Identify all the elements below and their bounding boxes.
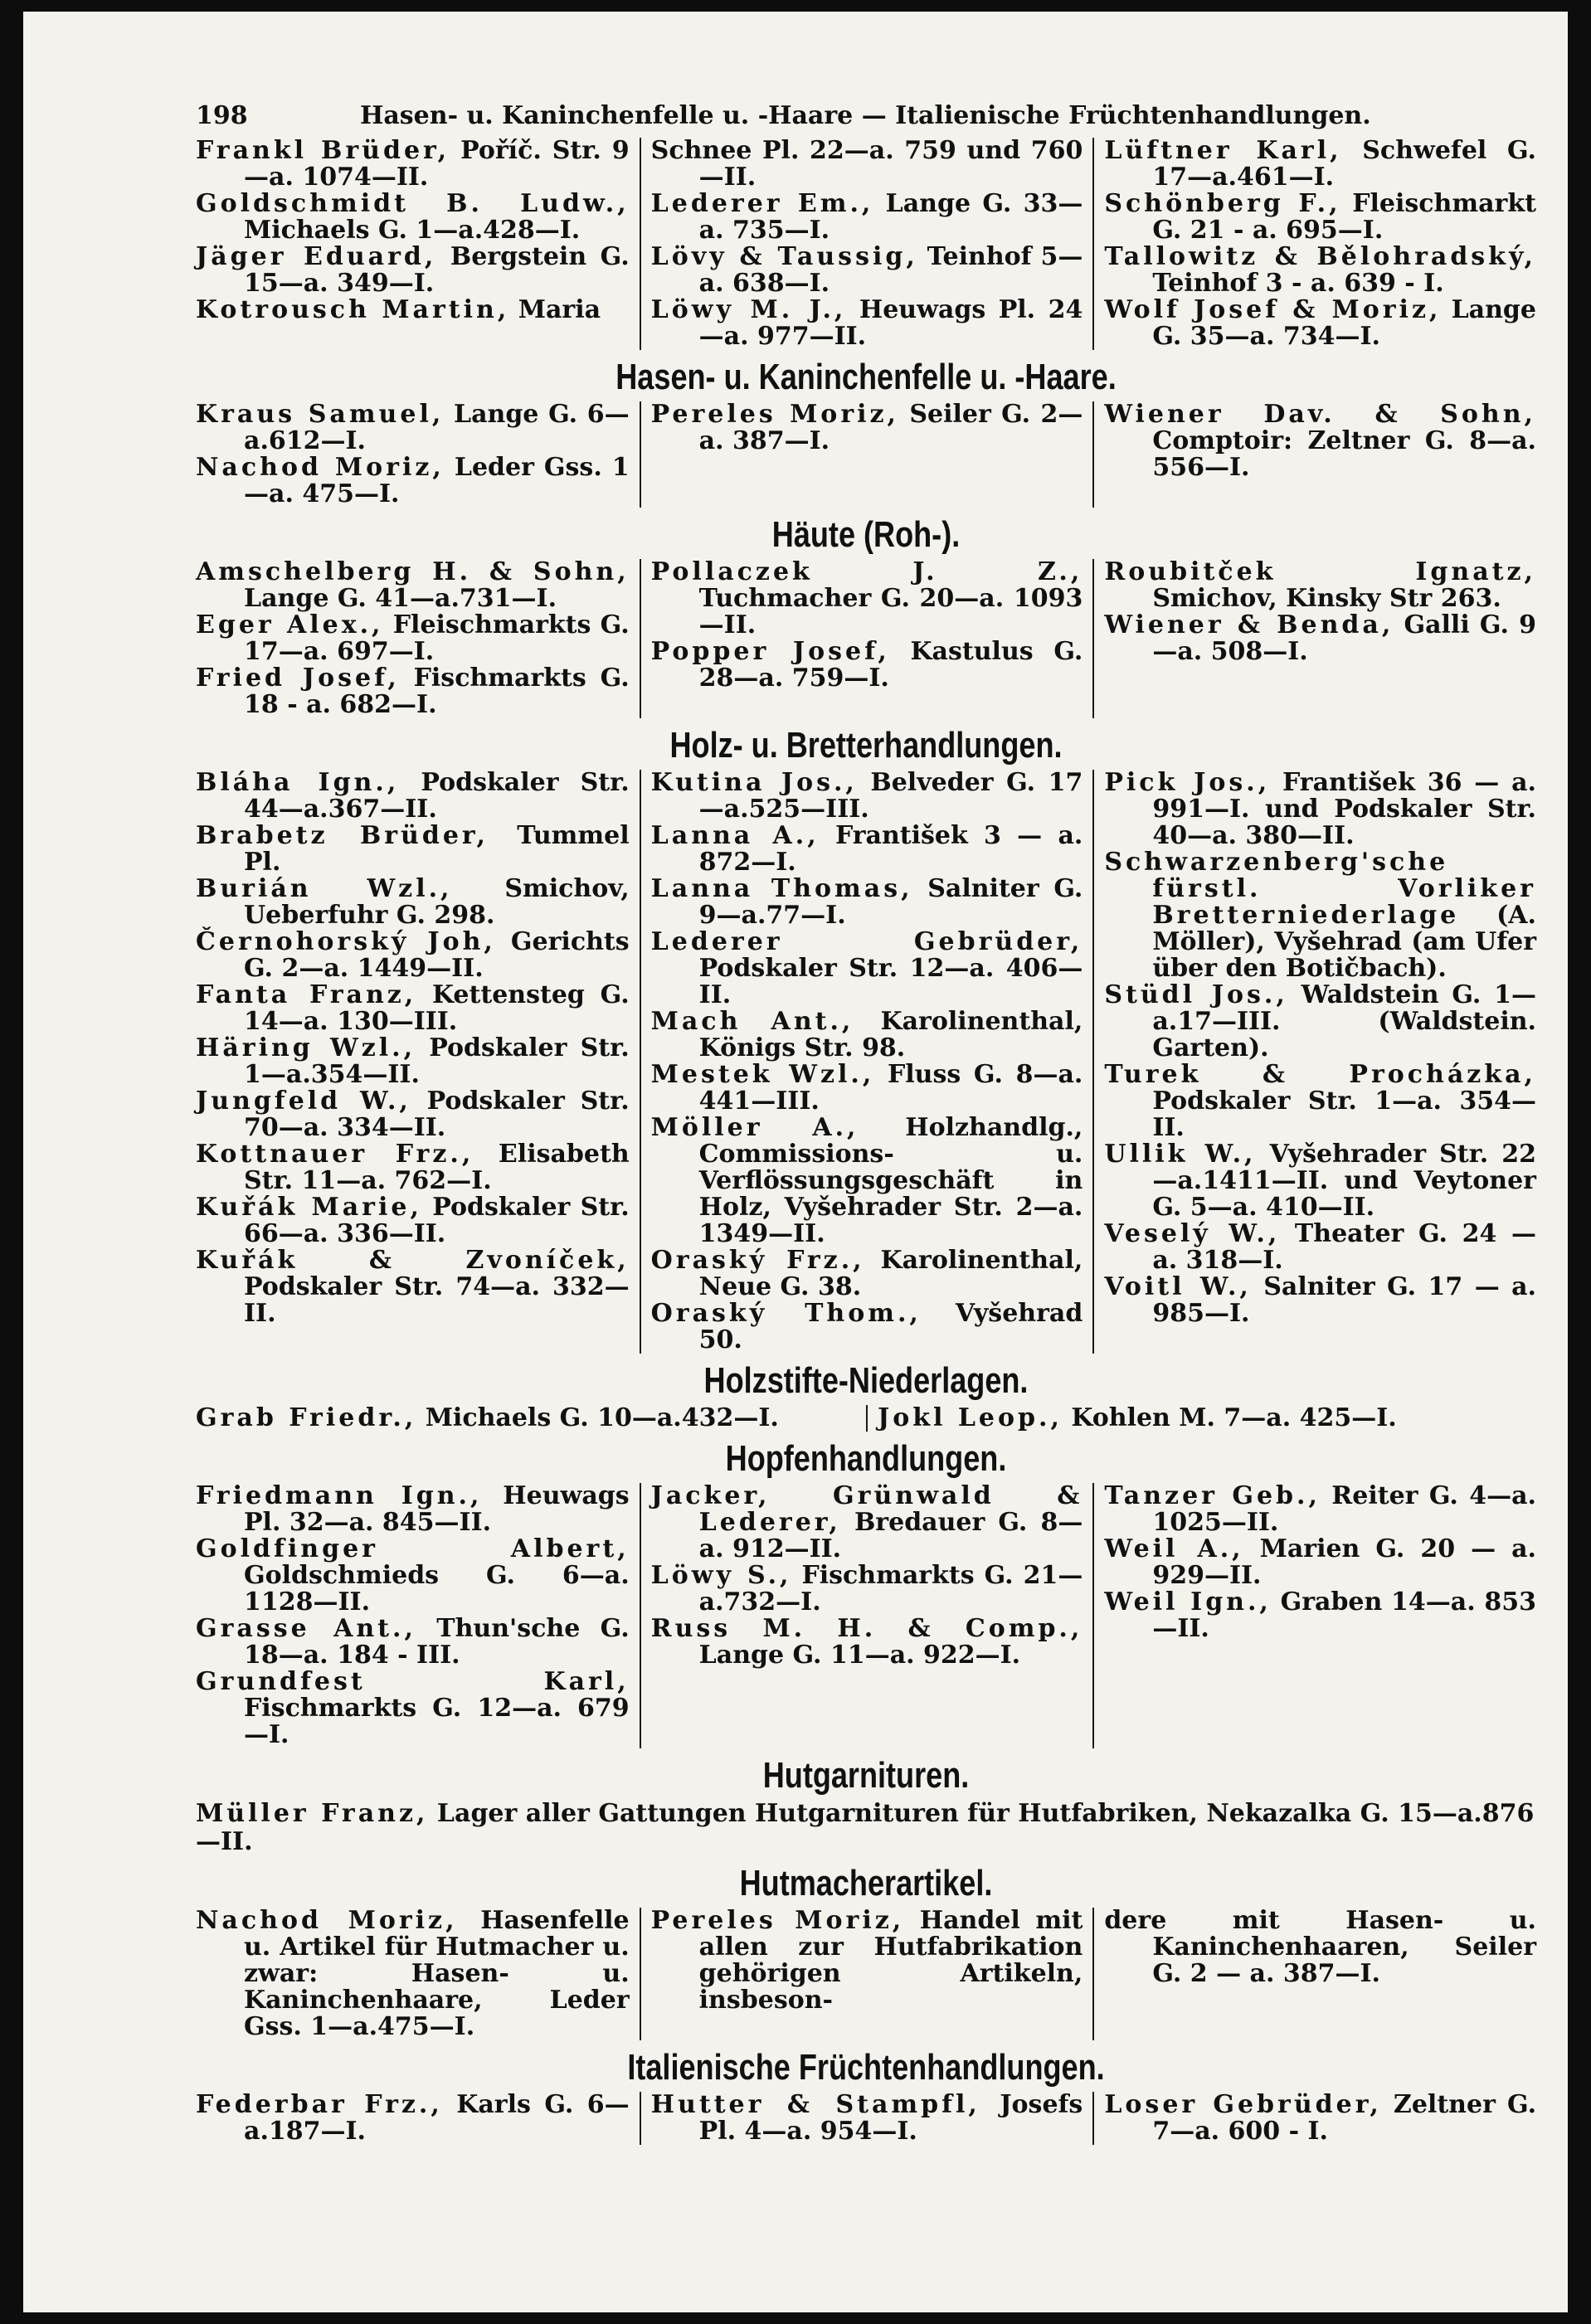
column-1 <box>186 559 640 718</box>
entry-text: Theater G. 24 — a. 318—I. <box>1152 1219 1537 1275</box>
column-3 <box>1092 1908 1546 2040</box>
section-heading-holz: Holz- u. Bretterhandlungen. <box>669 725 1063 766</box>
section-heading-haeute: Häute (Roh-). <box>771 514 961 555</box>
entry-text: Michaels G. 10—a.432—I. <box>416 1403 779 1432</box>
directory-entry <box>1104 1274 1536 1327</box>
entry-text: Comptoir: Zeltner G. 8—a. 556—I. <box>1152 426 1536 482</box>
directory-entry <box>196 1669 630 1748</box>
column-1 <box>186 401 640 508</box>
entry-text: Salniter G. 9—a.77—I. <box>698 874 1083 930</box>
entry-name: Brabetz Brüder, <box>196 821 489 850</box>
entry-name: Jokl Leop., <box>878 1403 1063 1432</box>
directory-entry <box>1104 559 1536 612</box>
column-3 <box>1092 1483 1546 1748</box>
entry-name: Voitl W., <box>1104 1272 1252 1301</box>
directory-entry <box>1104 1141 1536 1221</box>
entry-name: Wolf Josef & Moriz, <box>1104 295 1442 324</box>
entry-text: Fischmarkts G. 21—a.732—I. <box>698 1561 1083 1617</box>
entry-name: Lederer Gebrüder, <box>650 927 1083 956</box>
directory-entry <box>651 1563 1083 1616</box>
entry-name: Amschelberg H. & Sohn, <box>196 557 630 586</box>
entry-name: Lüftner Karl, <box>1104 136 1342 165</box>
entry-text: Thun'sche G. 18—a. 184 - III. <box>244 1614 630 1670</box>
directory-entry <box>651 297 1083 350</box>
directory-entry <box>651 191 1083 244</box>
page-content <box>186 95 1546 2145</box>
section-heading-hutgarnituren: Hutgarnituren. <box>762 1755 970 1796</box>
running-title: Hasen- u. Kaninchenfelle u. -Haare — Italienische Früchtenhandlungen. <box>360 101 1371 130</box>
entry-text: Marien G. 20 — a. 929—II. <box>1152 1534 1536 1590</box>
column-1 <box>186 1483 640 1748</box>
directory-entry <box>651 138 1083 191</box>
entry-name: Weil A., <box>1104 1534 1244 1563</box>
directory-entry <box>196 297 630 323</box>
entry-text: Fischmarkts G. 18 - a. 682—I. <box>244 664 630 719</box>
entry-text: Belveder G. 17—a.525—III. <box>698 768 1083 824</box>
entry-name: Stüdl Jos., <box>1104 980 1288 1009</box>
entry-text: Galli G. 9—a. 508—I. <box>1152 610 1536 666</box>
entry-text: František 36 — a. 991—I. und Podskaler Str. 40—a. 380—II. <box>1152 768 1536 850</box>
entry-text: Elisabeth Str. 11—a. 762—I. <box>244 1140 630 1195</box>
directory-entry <box>1104 612 1536 665</box>
directory-entry <box>651 401 1083 455</box>
column-1 <box>186 138 640 350</box>
entry-name: Friedmann Ign., <box>196 1481 483 1510</box>
entry-name: Veselý W., <box>1104 1219 1281 1248</box>
directory-entry <box>196 823 630 876</box>
section-hutmacher <box>186 1908 1546 2040</box>
entry-text: Holzhandlg., Commissions- u. Verflössungsgeschäft in Holz, Vyšehrader Str. 2—a. 1349—II. <box>698 1113 1083 1248</box>
directory-entry <box>651 1301 1083 1354</box>
entry-name: Jäger Eduard, <box>196 242 437 271</box>
entry-text: Smichov, Kinsky Str 263. <box>1152 584 1501 613</box>
entry-text: Lange G. 41—a.731—I. <box>244 584 557 613</box>
directory-entry <box>196 1616 630 1669</box>
entry-text: Lange G. 6—a.612—I. <box>244 400 630 455</box>
directory-entry <box>651 1115 1083 1247</box>
directory-entry <box>196 1141 630 1194</box>
directory-entry <box>1104 297 1536 350</box>
entry-text: Podskaler Str. 74—a. 332—II. <box>244 1272 630 1328</box>
entry-text: Karolinenthal, Königs Str. 98. <box>698 1007 1083 1062</box>
entry-text: Leder Gss. 1—a. 475—I. <box>244 453 630 508</box>
section-holzstifte <box>186 1405 1546 1432</box>
entry-name: Russ M. H. & Comp., <box>650 1614 1083 1643</box>
entry-name: Weil Ign., <box>1104 1587 1272 1617</box>
entry-text: Michaels G. 1—a.428—I. <box>244 216 581 245</box>
column-2 <box>640 401 1093 508</box>
entry-text: Podskaler Str. 70—a. 334—II. <box>244 1087 630 1142</box>
entry-name: Tallowitz & Bělohradský, <box>1104 242 1536 271</box>
directory-entry <box>1104 2092 1536 2145</box>
entry-name: Ullik W., <box>1104 1140 1257 1169</box>
entry-name: Wiener Dav. & Sohn, <box>1104 400 1536 429</box>
section-haeute <box>186 559 1546 718</box>
directory-entry <box>651 559 1083 639</box>
entry-name: Federbar Frz., <box>196 2090 443 2119</box>
entry-name: Löwy S., <box>650 1561 792 1590</box>
directory-entry <box>1104 191 1536 244</box>
entry-name: Kraus Samuel, <box>196 400 445 429</box>
entry-name: Lövy & Taussig, <box>650 242 918 271</box>
entry-text: Waldstein G. 1—a.17—III. (Waldstein. Garten). <box>1152 980 1536 1062</box>
entry-name: Nachod Moriz, <box>196 1906 458 1935</box>
directory-entry <box>1104 1062 1536 1141</box>
entry-name: Häring Wzl., <box>196 1033 416 1062</box>
directory-entry <box>196 1247 630 1327</box>
entry-text: Kettensteg G. 14—a. 130—III. <box>244 980 630 1036</box>
entry-text: (A. Möller), Vyšehrad (am Ufer über den Botičbach). <box>1152 901 1536 983</box>
directory-entry <box>651 876 1083 929</box>
directory-entry <box>196 1035 630 1088</box>
directory-entry <box>878 1405 1536 1432</box>
entry-name: Lanna Thomas, <box>650 874 913 903</box>
entry-name: Nachod Moriz, <box>196 453 445 482</box>
entry-name: Wiener & Benda, <box>1104 610 1394 639</box>
directory-entry <box>651 1616 1083 1669</box>
column-2 <box>640 138 1093 350</box>
entry-name: Grundfest Karl, <box>196 1667 630 1696</box>
directory-entry <box>651 770 1083 823</box>
entry-text: Fischmarkts G. 12—a. 679—I. <box>244 1694 630 1749</box>
entry-text: Seiler G. 2—a. 387—I. <box>698 400 1083 455</box>
directory-entry <box>1104 401 1536 481</box>
column-3 <box>1092 401 1546 508</box>
directory-entry <box>651 639 1083 692</box>
entry-name: Möller A., <box>650 1113 859 1142</box>
entry-text: Tummel Pl. <box>244 821 630 877</box>
directory-entry <box>651 929 1083 1009</box>
page-number: 198 <box>196 101 248 130</box>
directory-entry <box>1104 1536 1536 1589</box>
section-holz <box>186 770 1546 1354</box>
entry-name: Oraský Frz., <box>650 1246 865 1275</box>
entry-name: Grab Friedr., <box>196 1403 417 1432</box>
entry-text: Heuwags Pl. 32—a. 845—II. <box>244 1481 630 1537</box>
entry-name: Grasse Ant., <box>196 1614 416 1643</box>
column-2 <box>640 559 1093 718</box>
directory-entry <box>196 982 630 1035</box>
entry-text: Vyšehrader Str. 22—a.1411—II. und Veytoner G. 5—a. 410—II. <box>1152 1140 1536 1222</box>
column-2 <box>640 1908 1093 2040</box>
section-hopfen <box>186 1483 1546 1748</box>
entry-name: Černohorský Joh, <box>196 927 496 956</box>
entry-name: Pollaczek J. Z., <box>650 557 1083 586</box>
column-1 <box>186 770 640 1354</box>
entry-name: Jacker, Grünwald & Lederer, <box>650 1481 1083 1537</box>
directory-entry <box>196 1405 856 1432</box>
entry-text: Podskaler Str. 66—a. 336—II. <box>244 1193 630 1248</box>
column-3 <box>1092 138 1546 350</box>
entry-text: Karls G. 6—a.187—I. <box>244 2090 630 2146</box>
entry-text: Vyšehrad 50. <box>698 1299 1083 1354</box>
entry-text: Graben 14—a. 853—II. <box>1152 1587 1536 1643</box>
directory-entry <box>651 244 1083 297</box>
entry-text: Podskaler Str. 44—a.367—II. <box>244 768 630 824</box>
directory-entry <box>196 401 630 455</box>
directory-entry <box>196 138 630 191</box>
section-heading-hutmacher: Hutmacherartikel. <box>739 1863 993 1903</box>
directory-entry <box>196 1908 630 2040</box>
entry-name: Jungfeld W., <box>196 1087 411 1116</box>
entry-name: Schwarzenberg'sche fürstl. Vorliker Bretterniederlage <box>1104 848 1536 930</box>
entry-name: Hutter & Stampfl, <box>650 2090 980 2119</box>
directory-entry <box>1104 244 1536 297</box>
entry-text: Teinhof 5—a. 638—I. <box>698 242 1083 298</box>
entry-text: Podskaler Str. 1—a.354—II. <box>244 1033 630 1089</box>
directory-entry <box>651 1062 1083 1115</box>
entry-name: Frankl Brüder, <box>196 136 450 165</box>
entry-text: Podskaler Str. 1—a. 354—II. <box>1152 1087 1536 1142</box>
column-1 <box>186 1908 640 2040</box>
directory-entry <box>196 2092 630 2145</box>
entry-name: Kutina Jos., <box>650 768 858 797</box>
entry-text: Schnee Pl. 22—a. 759 und 760—II. <box>650 136 1083 192</box>
entry-name: Fried Josef, <box>196 664 400 693</box>
entry-name: Pick Jos., <box>1104 768 1271 797</box>
entry-text: Bergstein G. 15—a. 349—I. <box>244 242 630 298</box>
directory-entry <box>1104 849 1536 982</box>
entry-name: Kuřák & Zvoníček, <box>196 1246 630 1275</box>
directory-entry <box>1104 1221 1536 1274</box>
directory-entry <box>196 929 630 982</box>
entry-name: Roubitček Ignatz, <box>1104 557 1536 586</box>
column-2 <box>640 2092 1093 2145</box>
section-heading-hopfen: Hopfenhandlungen. <box>725 1438 1007 1479</box>
section-hasen <box>186 401 1546 508</box>
directory-entry <box>1104 770 1536 849</box>
directory-entry <box>196 244 630 297</box>
entry-name: Müller Franz, <box>196 1799 429 1828</box>
directory-entry <box>196 455 630 508</box>
directory-entry <box>1104 1908 1536 1987</box>
directory-entry <box>651 1009 1083 1062</box>
entry-hutgarnituren <box>186 1800 1546 1856</box>
entry-text: Karolinenthal, Neue G. 38. <box>698 1246 1083 1301</box>
entry-text: Goldschmieds G. 6—a. 1128—II. <box>244 1561 630 1617</box>
entry-name: Popper Josef, <box>650 637 890 666</box>
entry-text: Kastulus G. 28—a. 759—I. <box>698 637 1083 693</box>
directory-entry <box>1104 138 1536 191</box>
directory-entry <box>1104 1483 1536 1536</box>
entry-name: Goldschmidt B. Ludw., <box>196 189 630 218</box>
entry-name: Kotrousch Martin, <box>196 295 510 324</box>
entry-name: Lanna A., <box>650 821 820 850</box>
entry-text: dere mit Hasen- u. Kaninchenhaaren, Seiler G. 2 — a. 387—I. <box>1104 1906 1536 1988</box>
entry-text: Kohlen M. 7—a. 425—I. <box>1062 1403 1397 1432</box>
entry-name: Goldfinger Albert, <box>196 1534 630 1563</box>
entry-text: Hasenfelle u. Artikel für Hutmacher u. zwar: Hasen- u. Kaninchenhaare, Leder Gss. 1—a.475—I. <box>244 1906 630 2041</box>
entry-name: Pereles Moriz, <box>650 400 900 429</box>
section-heading-italien: Italienische Früchtenhandlungen. <box>627 2047 1105 2088</box>
column-2 <box>640 1483 1093 1748</box>
entry-text: Handel mit allen zur Hutfabrikation gehörigen Artikeln, insbeson- <box>698 1906 1083 2015</box>
entry-name: Schönberg F., <box>1104 189 1341 218</box>
directory-entry <box>196 559 630 612</box>
column-3 <box>1092 770 1546 1354</box>
entry-name: Kuřák Marie, <box>196 1193 422 1222</box>
entry-name: Lederer Em., <box>650 189 874 218</box>
column-1 <box>186 1405 866 1432</box>
directory-entry <box>196 1194 630 1247</box>
entry-name: Fanta Franz, <box>196 980 417 1009</box>
entry-text: Zeltner G. 7—a. 600 - I. <box>1152 2090 1537 2146</box>
entry-text: František 3 — a. 872—I. <box>698 821 1083 877</box>
entry-text: Poříč. Str. 9—a. 1074—II. <box>244 136 630 192</box>
column-2 <box>866 1405 1546 1432</box>
section-italien <box>186 2092 1546 2145</box>
directory-entry <box>196 1536 630 1616</box>
entry-text: Salniter G. 17 — a. 985—I. <box>1152 1272 1536 1328</box>
directory-entry <box>196 1483 630 1536</box>
entry-text: Lange G. 33—a. 735—I. <box>698 189 1083 245</box>
column-3 <box>1092 559 1546 718</box>
entry-name: Oraský Thom., <box>650 1299 922 1328</box>
directory-entry <box>196 1088 630 1141</box>
directory-entry <box>196 191 630 244</box>
entry-name: Loser Gebrüder, <box>1104 2090 1382 2119</box>
entry-text: Smichov, Ueberfuhr G. 298. <box>244 874 630 930</box>
entry-name: Pereles Moriz, <box>650 1906 905 1935</box>
entry-name: Eger Alex., <box>196 610 384 639</box>
directory-page <box>23 12 1568 2312</box>
directory-entry <box>651 1908 1083 2014</box>
entry-text: Josefs Pl. 4—a. 954—I. <box>698 2090 1083 2146</box>
entry-text: Heuwags Pl. 24—a. 977—II. <box>698 295 1083 351</box>
entry-text: Fleischmarkts G. 17—a. 697—I. <box>244 610 630 666</box>
running-head <box>186 95 1546 138</box>
directory-entry <box>196 876 630 929</box>
section-heading-hasen: Hasen- u. Kaninchenfelle u. -Haare. <box>615 357 1117 397</box>
directory-entry <box>651 1247 1083 1301</box>
entry-name: Löwy M. J., <box>650 295 847 324</box>
entry-text: Podskaler Str. 12—a. 406—II. <box>698 954 1083 1009</box>
directory-entry <box>1104 982 1536 1062</box>
entry-name: Bláha Ign., <box>196 768 400 797</box>
directory-entry <box>196 770 630 823</box>
column-1 <box>186 2092 640 2145</box>
entry-text: Gerichts G. 2—a. 1449—II. <box>244 927 630 983</box>
directory-entry <box>651 1483 1083 1563</box>
entry-name: Burián Wzl., <box>196 874 453 903</box>
entry-name: Kottnauer Frz., <box>196 1140 474 1169</box>
continued-entries <box>186 138 1546 350</box>
column-3 <box>1092 2092 1546 2145</box>
entry-text: Teinhof 3 - a. 639 - I. <box>1152 269 1444 298</box>
entry-text: Schwefel G. 17—a.461—I. <box>1152 136 1536 192</box>
directory-entry <box>1104 1589 1536 1642</box>
section-heading-holzstifte: Holzstifte-Niederlagen. <box>703 1360 1029 1401</box>
entry-name: Mach Ant., <box>650 1007 854 1036</box>
entry-text: Fleischmarkt G. 21 - a. 695—I. <box>1152 189 1536 245</box>
entry-text: Bredauer G. 8—a. 912—II. <box>698 1508 1083 1563</box>
entry-text: Maria <box>509 295 601 324</box>
directory-entry <box>196 665 630 718</box>
entry-name: Mestek Wzl., <box>650 1060 875 1089</box>
directory-entry <box>651 2092 1083 2145</box>
entry-name: Turek & Procházka, <box>1104 1060 1536 1089</box>
entry-name: Tanzer Geb., <box>1104 1481 1321 1510</box>
entry-text: Lager aller Gattungen Hutgarnituren für Hutfabriken, Nekazalka G. 15—a.876—II. <box>196 1799 1535 1856</box>
entry-text: Lange G. 35—a. 734—I. <box>1152 295 1536 351</box>
entry-text: Lange G. 11—a. 922—I. <box>698 1641 1021 1670</box>
entry-text: Reiter G. 4—a. 1025—II. <box>1152 1481 1536 1537</box>
column-2 <box>640 770 1093 1354</box>
directory-entry <box>196 612 630 665</box>
entry-text: Fluss G. 8—a. 441—III. <box>698 1060 1083 1116</box>
entry-text: Tuchmacher G. 20—a. 1093—II. <box>698 584 1083 639</box>
directory-entry <box>651 823 1083 876</box>
